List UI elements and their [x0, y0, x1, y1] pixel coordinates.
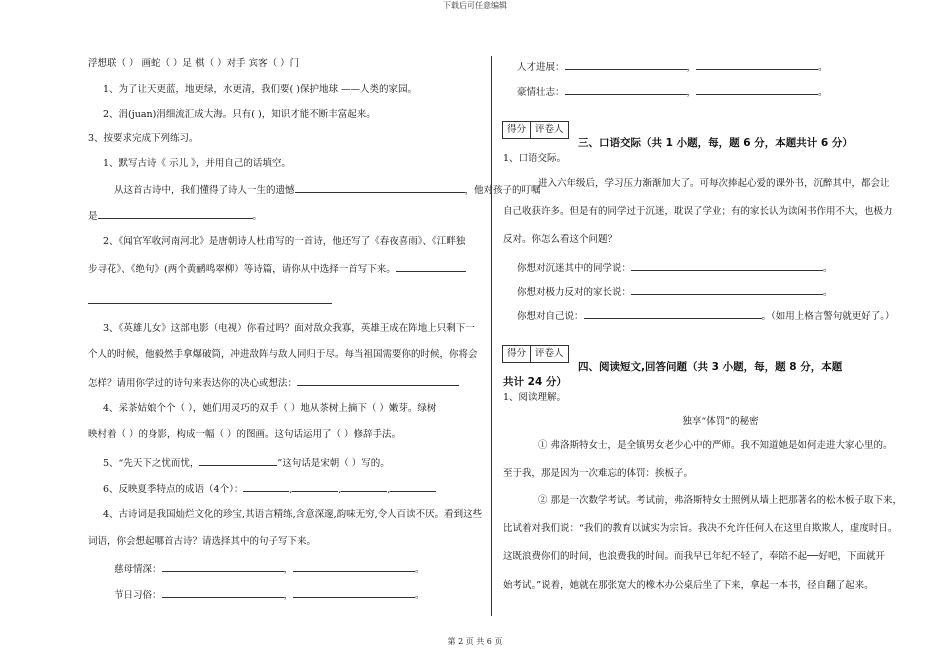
q5-quote-line: [103, 456, 390, 470]
score-box-3: [502, 121, 569, 139]
q6-idioms-line: 6、反映夏季特点的成语（4个）： , , ,: [103, 482, 436, 496]
q2-dufu-line: 2、《闻官军收河南河北》是唐朝诗人杜甫写的一首诗，他还写了《春夜喜雨》、《江畔独: [103, 236, 466, 247]
poem-regret-text: 从这首古诗中，我们懂得了诗人一生的遗憾: [114, 185, 295, 196]
section-4-heading-cont: 共计 24 分）: [503, 376, 567, 388]
idiom-fill-line: 浮想联（ ） 画蛇（ ）足 棋（ ）对手 宾客（ ）门: [88, 58, 300, 69]
answer-blank[interactable]: [295, 183, 465, 193]
q1-poem-line: 1、默写古诗《 示儿 》，并用自己的话填空。: [103, 158, 291, 169]
answer-blank[interactable]: [565, 85, 687, 95]
section-4-heading: 四、阅读短文,回答问题（共 3 小题，每，题 8 分，本题: [578, 361, 843, 373]
section-3-heading: 三、口语交际（共 1 小题，每，题 6 分，本题共计 6 分）: [578, 137, 853, 149]
q3-hero-line2: 个人的时候，他毅然手拿爆破筒，冲进敌阵与敌人同归于尽。每当祖国需要你的时候，你将会: [88, 349, 478, 360]
answer-blank[interactable]: [631, 285, 823, 295]
column-divider: [491, 56, 492, 616]
q5-author-text: ”这句话是宋朝（ ）写的。: [277, 458, 390, 469]
story-para-2b: 比试着对我们说：“我们的教育以诚实为宗旨。我决不允许任何人在这里自欺欺人，虚度时日。: [503, 523, 898, 534]
q4-poetry-line: 4、古诗词是我国灿烂文化的珍宝,其语言精练,含意深邃,韵味无穷,令人百读不厌。看到这些: [103, 509, 483, 520]
poem-instruct-line: [88, 209, 262, 223]
story-para-1: ① 弗洛斯特女士，是全镇男女老少心中的严师。我不知道她是如何走进大家心里的。: [538, 440, 893, 451]
page-header: 下载后可任意编辑: [443, 1, 507, 10]
story-para-2d: 始考试。”说着，她就在那张宽大的橡木办公桌后坐了下来，拿起一本书，径自翻了起来。: [503, 580, 874, 591]
period-text: 。: [252, 211, 263, 222]
story-para-1b: 至于我，那是因为一次难忘的体罚：挨板子。: [503, 468, 694, 479]
answer-blank[interactable]: [631, 261, 823, 271]
q3-hero-line: 3、《英雄儿女》这部电影（电视）你看过吗？面对敌众我寡，英雄王成在阵地上只剩下一: [103, 323, 475, 334]
poem-regret-line: [114, 183, 541, 197]
oral-reply-2: 你想对极力反对的家长说： 。: [517, 287, 833, 298]
answer-blank[interactable]: [565, 60, 687, 70]
answer-blank[interactable]: [199, 456, 277, 466]
answer-blank[interactable]: [696, 60, 818, 70]
score-box-4: [502, 345, 569, 363]
oral-reply-2-label: 你想对极力反对的家长说：: [517, 287, 632, 298]
q3-hero-line3: [88, 376, 459, 390]
oral-reply-3: [517, 309, 895, 323]
oral-para-3: 反对。你怎么看这个问题？: [503, 234, 618, 245]
q5-quote-text: 5、“先天下之忧而忧，: [103, 458, 200, 469]
q2-dufu-text: 步寻花》、《绝句》(两个黄鹂鸣翠柳）等诗篇，请你从中选择一首写下来。: [88, 264, 396, 275]
oral-reply-3-label: 你想对自己说：: [517, 311, 584, 322]
score-label: 得分: [503, 122, 531, 138]
page-footer: 第 2 页 共 6 页: [447, 637, 503, 646]
oral-reply-1: 你想对沉迷其中的同学说： 。: [517, 263, 833, 274]
oral-para-2: 自己收获许多。但是有的同学过于沉迷，耽误了学业；有的家长认为读闲书作用不大，也极力: [503, 206, 893, 217]
reading-q1: 1、阅读理解。: [503, 392, 567, 403]
answer-blank[interactable]: [396, 262, 466, 272]
story-title: 独享“体罚”的秘密: [682, 416, 759, 427]
story-para-2: ② 那是一次数学考试。考试前，弗洛斯特女士照例从墙上把那著名的松木板子取下来，: [538, 495, 903, 506]
festival-label: 节日习俗：: [114, 590, 162, 601]
answer-blank[interactable]: [390, 482, 436, 492]
mother-love-line: 慈母情深： ， 。: [114, 564, 425, 575]
answer-blank[interactable]: [162, 562, 284, 572]
poem-instruct-text: ，他对孩子的叮嘱: [464, 185, 541, 196]
q4-poetry-line2: 词语，你会想起哪首古诗？请选择其中的句子写下来。: [88, 536, 317, 547]
answer-blank[interactable]: [98, 209, 253, 219]
talent-label: 人才进展：: [517, 62, 565, 73]
q3-hero-text: 怎样？请用你学过的诗句来表达你的决心或想法：: [88, 378, 298, 389]
oral-reply-1-label: 你想对沉迷其中的同学说：: [517, 263, 632, 274]
q4-tea-line2: 映村着（ ）的身影，构成一幅（ ）的图画。这句话运用了（ ）修辞手法。: [88, 429, 402, 440]
q2-knowledge-line: 2、涓(juan)涓细流汇成大海。只有( )，知识才能不断丰富起来。: [103, 109, 376, 120]
answer-blank[interactable]: [584, 309, 762, 319]
answer-blank[interactable]: [696, 85, 818, 95]
oral-reply-3-hint: 。（如用上格言警句就更好了。）: [761, 311, 895, 322]
score-label: 得分: [503, 346, 531, 362]
story-para-2c: 这既浪费你们的时间，也浪费我的时间。而我早已年纪不轻了，奉陪不起──好吧，下面就开: [503, 551, 885, 562]
answer-line[interactable]: [88, 303, 332, 304]
reviewer-label: 评卷人: [535, 348, 564, 359]
answer-blank[interactable]: [243, 482, 289, 492]
section-3-instructions: 3、按要求完成下列练习。: [88, 133, 199, 144]
ambition-label: 豪情壮志：: [517, 87, 565, 98]
answer-blank[interactable]: [297, 376, 459, 386]
talent-line: 人才进展： ， 。: [517, 62, 828, 73]
oral-q1: 1、口语交际。: [503, 153, 567, 164]
q6-idioms-text: 6、反映夏季特点的成语（4个）：: [103, 484, 244, 495]
mother-love-label: 慈母情深：: [114, 564, 162, 575]
answer-blank[interactable]: [293, 588, 415, 598]
answer-blank[interactable]: [292, 482, 338, 492]
answer-blank[interactable]: [341, 482, 387, 492]
q4-tea-line: 4、采茶姑娘个个（ ），她们用灵巧的双手（ ）地从茶树上摘下（ ）嫩芽。绿树: [103, 403, 437, 414]
festival-line: 节日习俗： ， 。: [114, 590, 425, 601]
answer-blank[interactable]: [293, 562, 415, 572]
q2-dufu-line2: [88, 262, 466, 276]
answer-blank[interactable]: [162, 588, 284, 598]
oral-para-1: 进入六年级后，学习压力渐渐加大了。可每次捧起心爱的课外书，沉醉其中，都会让: [538, 178, 890, 189]
poem-is-text: 是: [88, 211, 98, 222]
reviewer-label: 评卷人: [535, 124, 564, 135]
ambition-line: 豪情壮志： ， 。: [517, 87, 828, 98]
q1-earth-line: 1、为了让天更蓝，地更绿，水更清，我们要( )保护地球 ——人类的家园。: [103, 84, 417, 95]
